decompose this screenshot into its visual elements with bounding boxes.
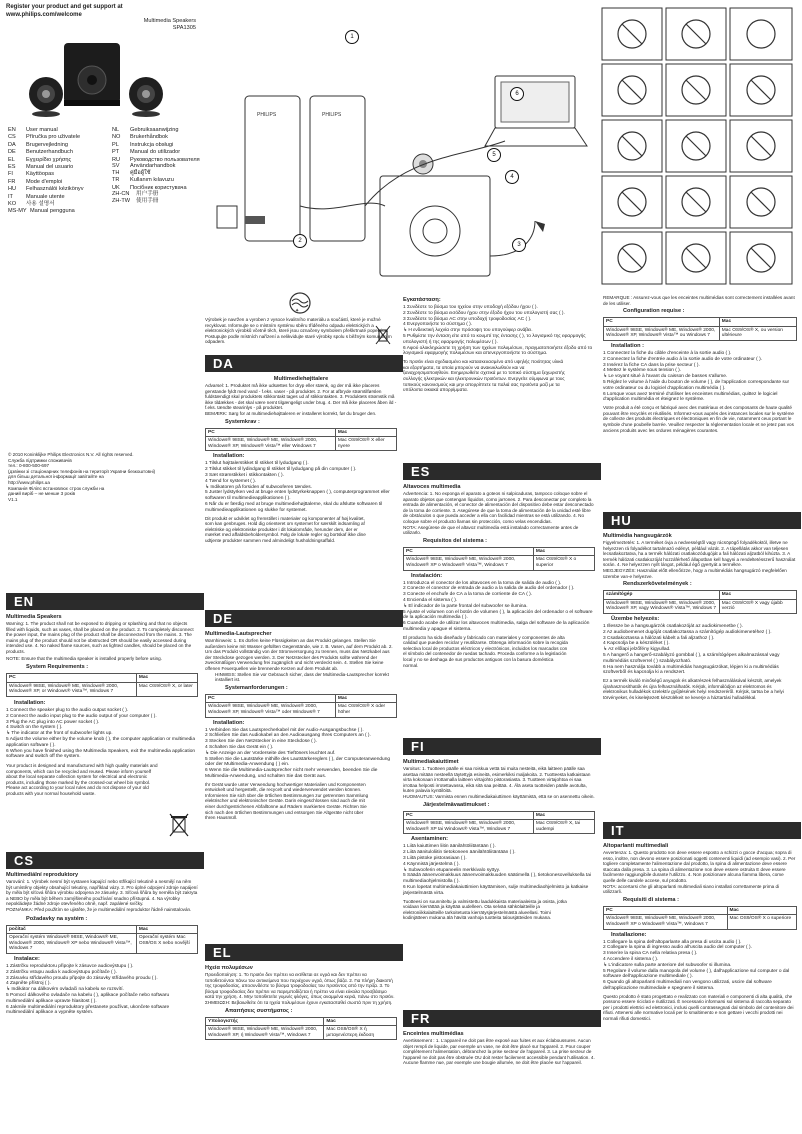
section-title: Multimedia Speakers [6,614,62,620]
mac-header: Mac [324,1017,397,1026]
install-step: 3 Conecte el enchufe de CA a la toma de corriente de CA ( ). [403,592,533,598]
install-step: 6 Lorsque vous avez terminé d'utiliser les enceintes multimédias, quittez le logiciel d'application multimédia et éteignez le système. [603,391,778,403]
disposal-text: Tuotteesi on suunniteltu ja valmistettu laadukkaista materiaaleista ja osista, jotka voidaan kierrättää ja käyttää uudelleen. Ota selvää sähkölaitteille ja elektroniikkalaitteille tarkoitetusta kierrätysjärjestelmästä alueellasi. Toimi kodinjätteen mukana älä hävitä vanhoja tuotteita talousjätteiden mukana. [403,898,567,921]
section-header-cs: CS [6,852,204,869]
pc-header: PC [206,428,336,437]
language-item: TR Kullanım kılavuzu [112,177,174,184]
section-da [205,376,397,543]
install-step: ↳ Subwooferin etupaneelin merkkivalo syttyy. [403,867,500,873]
sysreq-title: Systemkrav : [225,418,260,425]
note-text: HUOMAUTUS: Varmista ennen multimediakaiuttimen käyttämistä, että se on asennettu oikein. [403,793,595,799]
install-steps [403,305,595,357]
install-step: ↳ Az előlapi jelzőfény kigyullad. [603,647,671,653]
mac-header: Mac [727,906,796,915]
note-text: ΣΗΜΕΙΩΣΗ: Βεβαιωθείτε ότι τα ηχεία πολυμέσων έχουν εγκατασταθεί σωστά πριν τη χρήση. [205,999,393,1005]
install-step: ↳ The indicator at the front of subwoofer lights up. [6,731,113,737]
language-item: RU Руководство пользователя [112,156,200,163]
section-title: Multimediakaiuttimet [403,759,459,765]
language-item: FR Mode d'emploi [8,178,63,185]
note-text: POZNÁMKA: Před použitím se ujistěte, že je multimediální reproduktor řádně nainstalován. [6,906,192,912]
install-step: 2 Connectez la fiche d'entrée audio à la sortie audio de votre ordinateur ( ). [603,356,763,362]
warning-text: Figyelmeztetés: 1. A terméket óvja a nedvességtől vagy rácsöpögő folyadékoktól, illetve ne helyezzen rá folyadékot tartalmazó edényt, például vázát. 2. A tápellátás akkor van teljesen lecsatlakoztatva, ha a termék hálózati csatlakozódugóját a fali hálózati aljzatból kihúzta. 3. A termék hálózati csatlakozóját hozzáférhető állapotban kell hagyni a rendeltetésszerű használat során. 4. Ne helyezzen nyílt lángot, például égő gyertyát a termékre. [603,540,796,568]
sysreq-title: Järjestelmävaatimukset : [423,801,490,808]
callout-4: 4 [505,170,519,184]
section-fi [403,759,595,921]
install-step: 2 Conecte el conector de entrada de audio a la salida de audio del ordenador ( ). [403,586,575,592]
language-item: NO Brukerhåndbok [112,134,168,141]
section-title: Ηχεία πολυμέσων [205,965,253,971]
disposal-text: Ez a termék kiváló minőségű anyagok és alkatrészek felhasználásával készült, amelyek újrahasznosíthatók és újra felhasználhatók. Kérjük, informálódjon az elektromos és elektronikus hulladékok szelektív gyűjtésének helyi rendszeréről. Kérjük, tartsa be a helyi törvényeket, és kiselejtezett készülékeit ne keverje a háztartási hulladékkal. [603,678,784,700]
note-text: NOTE: Ensure that the multimedia speaker is installed properly before using. [6,655,163,661]
install-steps [603,940,797,992]
install-step: 6 When you have finished using the Multimedia Speakers, exit the multimedia application software and switch off the system. [6,748,196,760]
install-step: 1 Verbinden Sie das Lautsprecherkabel mit der Audio-Ausgangsbuchse ( ). [205,727,364,733]
install-step: 4 Kapcsolja be a készüléket ( ). [603,641,670,647]
language-item: IT Manuale utente [8,193,65,200]
volume-knob-icon [413,154,433,174]
install-step: ↳ Η ενδεικτική λυχνία στην πρόσοψη του υπογούφερ ανάβει. [403,328,533,334]
section-title: Multimédia hangsugárzók [603,533,672,539]
install-step: 2 Collegare la spina di ingresso audio all'uscita audio del computer ( ). [603,945,752,951]
install-step: 2 Liitä äänituloliitin tietokoneen äänilähtöliitäntään ( ). [403,850,516,856]
install-step: 3 Insérez la fiche CA dans la prise secteur ( ). [603,362,700,368]
install-step: 3 Stecken Sie den Netzstecker in eine Steckdose ( ). [205,739,317,745]
note-text: BEMÆRK: Sørg for at multimediehøjttaleren er installeret korrekt, før du bruger den. [205,410,377,416]
register-block [6,4,196,19]
pc-header: PC [604,318,720,327]
section-header-fi: FI [403,738,601,755]
install-step: ↳ Die Anzeige an der Vorderseite des Tieftöners leuchtet auf. [205,750,336,756]
install-step: 4 Mettez le système sous tension ( ). [603,368,682,374]
section-title: Altoparlanti multimediali [603,843,669,849]
mac-header: Mac [136,925,197,934]
pc-value: Windows® 98SE, Windows® ME, Windows® 2000, Windows® XP o Windows® Vista™, Windows 7 [404,556,534,570]
callout-3: 3 [512,238,526,252]
section-hu [603,533,797,700]
connection-diagram [205,6,593,281]
sysreq-table [603,906,797,930]
warning-text: Advertencia: 1. No exponga el aparato a goteos ni salpicaduras, tampoco coloque sobre el aparato objetos que contengan líquidos, como jarrones. 2. Para desconectar por completo la entrada de alimentación, el conector de alimentación del dispositivo debe estar desconectado de la toma de corriente. 3. Asegúrese de que la toma de alimentación de la unidad esté libre de obstáculos o que pueda acceder a ella con facilidad mientras se está utilizando. 4. No coloque sobre el producto llamas sin protección, como velas encendidas. [403,491,594,524]
install-step: 3 Inserire la spina CA nella relativa presa ( ). [603,951,698,957]
sysreq-title: System Requirements : [26,664,89,671]
install-step: 3 Plug the AC plug into AC power socket ( ). [6,719,100,725]
mac-value: Mac OS9/OS® X, tai uudempi [533,820,594,834]
install-step: 6 Quando gli altoparlanti multimediali non vengono utilizzati, uscire dal software dell'applicazione multimediale e spegnere il sistema. [603,980,772,991]
install-steps [403,844,595,896]
install-title: Instalación: [411,572,443,579]
install-step: 3 Liitä pistoke pistorasiaan ( ). [403,855,467,861]
install-steps [6,964,198,1016]
cs-disposal-text: Výrobek je navržen a vyroben z vysoce kvalitního materiálu a součástí, které je možné recyklovat. Informujte se o místním systému sběru tříděného odpadu elektrických a elektronických výrobků včetně těch, které jsou označeny symbolem přeškrtnuté popelnice. Postupujte podle místních nařízení a nelikvidujte staré výrobky spolu s běžným komunálním odpadem. [205,317,392,345]
copyright-block [8,452,198,502]
note-text: MEGJEGYZÉS: Használat előtt ellenőrizze, hogy a multimédiás hangsugárzó megfelelően üzembe van-e helyezve. [603,567,787,579]
install-title: Instalace: [14,955,40,962]
mac-header: Mac [335,694,396,703]
mac-header: Mac [719,591,796,600]
install-step: ↳ Indikatoren på forsiden af subwooferen tændes. [205,484,312,490]
install-step: 4 Käynnistä järjestelmä ( ). [403,861,460,867]
install-step: 6 Jakmile multimediální reproduktory přestanete používat, ukončete software multimediální aplikace a vypněte systém. [6,1004,170,1016]
mac-header: Mac [136,674,197,683]
section-header-de: DE [205,610,403,627]
install-step: 4 Encienda el sistema ( ). [403,597,458,603]
install-step: ↳ Le voyant situé à l'avant du caisson de basses s'allume. [603,374,728,380]
install-step: 1 Connect the speaker plug to the audio output socket ( ). [6,707,129,713]
copyright-line: (дзвінки зі стаціонарних телефонів на території України безкоштовні) [8,468,156,474]
sysreq-table [205,1017,397,1041]
install-step: 3 Zásuvku střídavého proudu připojte do zásuvky střídavého proudu ( ). [6,975,158,981]
warning-text: Warnhinweis: 1. Es dürfen keine Flüssigkeiten an das Produkt gelangen. Stellen Sie außerdem keine mit Wasser gefüllten Gegenstände, wie z. B. Vasen, auf dem Produkt ab. 2. Um das Produkt vollständig von der Stromversorgung zu trennen, muss das Netzkabel aus der Steckdose gezogen werden. 3. Der Netzstecker des Produkts sollte während der zweckmäßigen Verwendung frei zugänglich und nicht verdeckt sein. 4. Stellen Sie keine offenen Feuerquellen wie brennende Kerzen auf dem Produkt ab. [205,638,393,671]
install-title: Asentaminen: [411,836,448,843]
section-cs [6,872,198,1016]
mac-value: Operační systém Mac OS9/OS X nebo novější [136,934,197,954]
product-name-block [120,18,196,32]
mac-value: Mac OS9/OS® X o superiore [727,915,796,929]
install-steps [603,351,797,403]
sysreq-table [403,547,595,571]
pc-value: Windows® 98SE, Windows® ME, Windows® 2000, Windows® XP, or Windows® Vista™, Windows 7 [7,682,137,696]
philips-shield-icon [289,292,311,314]
disposal-text: Questo prodotto è stato progettato e realizzato con materiali e componenti di alta qualità, che possono essere riciclati e riutilizzati. È necessario informarsi sul sistema di raccolta separato per i prodotti elettrici ed elettronici, inclusi quelli contrassegnati dal simbolo del contenitore dei rifiuti. Attenersi alle normative locali per lo smaltimento e non gettare i vecchi prodotti nei normali rifiuti domestici. [603,993,794,1022]
install-step: ↳ Indikátor na dálkovém ovladači na kabelu se rozsvítí. [6,987,124,993]
install-step: 5 Ρυθμίστε την ένταση είτε από το κουμπί της έντασης ( ), το λογισμικό της εφαρμογής υπολογιστή ή της εφαρμογής πολυμέσων ( ). [403,333,586,345]
mac-value: Mac OS9/OS® X ή μεταγενέστερη έκδοση [324,1026,397,1040]
section-title: Multimediehøjttalere [273,376,329,382]
install-step: 2 Az audiobemenet dugóját csatlakoztassa a számítógép audiokimenetéhez ( ). [603,629,772,635]
callout-6: 6 [510,87,524,101]
svg-text:PHILIPS: PHILIPS [257,112,277,118]
section-it [603,843,797,1022]
pc-header: Υπολογιστής [206,1017,324,1026]
section-header-hu: HU [603,512,801,529]
sysreq-table [205,428,397,452]
warning-text: Warning: 1. The product shall not be exposed to dripping or splashing and that no objects filled with liquids, such as vases, shall be placed on the product. 2. To completely disconnect the power input, the mains plug of the product shall be disconnected from the mains. 3. The mains plug of the product should not be obstructed OR should be easily accessed during intended use. 4. No naked flame sources, such as lighted candles, should be placed on the products. [6,621,194,654]
install-step: 4 Ενεργοποιήστε το σύστημα ( ). [403,322,473,328]
install-step: 4 Schalten Sie das Gerät ein ( ). [205,744,274,750]
note-text: NOTA: Asegúrese de que el altavoz multimedia está instalado correctamente antes de utilizarlo. [403,524,579,536]
sysreq-title: Απαιτήσεις συστήματος : [225,1007,293,1014]
mac-header: Mac [533,811,594,820]
mac-value: Mac OS9/OS® X eller nyere [335,437,396,451]
sysreq-title: Requisiti di sistema : [623,896,679,903]
language-item: PL Instrukcja obsługi [112,141,174,148]
mac-value: Mac OS9/OS® X, or later [136,682,197,696]
install-step: 5 Réglez le volume à l'aide du bouton de volume ( ), de l'application correspondante sur votre ordinateur ou du logiciel d'application multimédia ( ). [603,379,790,391]
pc-value: Windows® 98SE, Windows® ME, Windows® 2000, Windows® XP, ή Windows® Vista™, Windows 7 [206,1026,324,1040]
copyright-line: Служба підтримки споживачів [8,457,72,463]
install-step: 5 Säädä äänenvoimakkuus äänenvoimakkuuden säätimellä ( ), tietokonesovelluksella tai multimediaohjelmistolla ( ). [403,873,591,885]
install-step: 6 Ha nem használja tovább a multimédiás hangsugárzókat, lépjen ki a multimédiás szoftverből és kapcsolja ki a rendszert. [603,664,779,676]
subwoofer-icon [380,176,490,276]
note-text: HINWEIS: Stellen Sie vor Gebrauch sicher, dass der Multimedia-Lautsprecher korrekt installiert ist. [215,671,389,683]
language-item: PT Manual do utilizador [112,149,181,156]
install-step: 2 Connect the audio input plug to the audio output of your computer ( ). [6,713,157,719]
language-item: ZH-TW 使用手冊 [112,198,159,205]
section-en [6,614,198,797]
register-line: Register your product and get support at [6,4,123,10]
warning-text: Advarsel: 1. Produktet må ikke udsættes for dryp eller stænk, og der må ikke placeres genstande fyldt med vand - f.eks. vaser - på produktet. 2. For at afbryde strømtilførslen fuldstændigt skal produktets stikkontakt tages ud af stikkontakten. 3. Produktets strømstik må ikke tildækkes - det skal være nemt tilgængeligt under brug. 4. Der må ikke placeres åben ild - f.eks. tændte stearinlys - på produktet. [205,383,397,411]
install-step: 5 Juster lydstyrken ved at bruge enten lydstyrkeknappen ( ), computerprogrammet eller softwaren til multimedieapplikationen ( ). [205,490,390,502]
mac-value: Mac OS9/OS® X o superior [533,556,594,570]
install-step: 4 Switch on the system ( ). [6,725,63,731]
section-title: Enceintes multimédias [403,1031,464,1037]
language-item: SV Användarhandbok [112,162,176,169]
language-item: EN User manual [8,127,58,133]
language-item: CS Příručka pro uživatele [8,134,81,141]
section-title: Multimedia-Lautsprecher [205,631,272,637]
copyright-line: Компанія Філіпс встановлює строк служби на [8,485,105,491]
sysreq-title: Systemanforderungen : [225,684,288,691]
language-item: ZH-CN 用户手册 [112,190,159,197]
pc-value: Windows® 98SE, Windows® ME, Windows® 2000, Windows® XP, Windows® Vista™ oder Windows® 7 [206,703,336,717]
install-title: Installazione: [611,931,647,938]
language-item: DE Benutzerhandbuch [8,149,73,156]
section-es [403,484,595,668]
install-step: 4 Accendere il sistema ( ). [603,956,659,962]
install-step: 1 Connectez la fiche du câble d'enceinte à la sortie audio ( ). [603,350,732,356]
install-step: 1 Introduzca el conector de los altavoces en la toma de salida de audio ( ). [403,580,562,586]
language-item: NL Gebruiksaanwijzing [112,127,179,133]
warning-text: Προειδοποίηση: 1. Το προϊόν δεν πρέπει να εκτίθεται σε υγρά και δεν πρέπει να τοποθετούνται πάνω του αντικείμενα που περιέχουν υγρά, όπως βάζα. 2. Για πλήρη διακοπή της τροφοδοσίας, αποσυνδέστε το βύσμα τροφοδοσίας του προϊόντος από την πρίζα. 3. Το βύσμα τροφοδοσίας δεν πρέπει να παρεμποδίζεται ή πρέπει να είναι εύκολα προσβάσιμο κατά την χρήση. 4. Μην τοποθετείτε γυμνές φλόγες, όπως αναμμένα κεριά, πάνω στο προϊόν. [205,972,395,1000]
install-step: 3 Csatlakoztassa a hálózati kábelt a fali aljzathoz ( ). [603,635,715,641]
mac-header: Mac [719,318,796,327]
language-item: MS-MY Manual pengguna [8,208,75,215]
install-step: 1 Zástrčku reproduktoru připojte k zásuvce audiovýstupu ( ). [6,963,134,969]
install-step: 6 Cuando acabe de utilizar los altavoces multimedia, salga del software de la aplicación multimedia y apague el sistema. [403,621,590,632]
install-step: 4 Zapněte přístroj ( ). [6,981,51,987]
disposal-text: Your product is designed and manufactured with high quality materials and components, which can be recycled and reused. Please inform yourself about the local separate collection system for electrical and electronic products, including those marked by the crossed-out wheel bin symbol. Please act according to your local rules and do not dispose of your old products with your normal household waste. [6,763,158,797]
pc-value: Windows® 98SE, Windows® ME, Windows® 2000, Windows® XP, Windows® Vista™ ou Windows 7 [604,326,720,340]
mac-value: Mac OS9/OS® X vagy újabb verzió [719,599,796,613]
section-el [205,965,397,1040]
laptop-icon [485,76,587,146]
sysreq-table [6,925,198,954]
language-item: FI Käyttöopas [8,171,54,178]
section-el-continued [403,297,595,393]
section-header-da: DA [205,355,403,372]
install-step: 5 Stellen Sie die Lautstärke mithilfe des Lautstärkereglers ( ), der Computeranwendung oder der Multimedia-Anwendung ( ) ein. [205,756,391,768]
pc-value: Operační systém Windows® 98SE, Windows® ME, Windows® 2000, Windows® XP nebo Windows® Vista™, Windows 7 [7,934,137,954]
section-title: Altavoces multimedia [403,484,461,490]
copyright-line: http://www.philips.ua [8,479,50,485]
disposal-text: Ihr Gerät wurde unter Verwendung hochwertiger Materialien und Komponenten entwickelt und hergestellt, die recycelt und wiederverwendet werden können. Informieren Sie sich über die örtlichen Bestimmungen zur getrennten Sammlung elektrischer und elektronischer Geräte. Darin eingeschlossen sind auch die mit einer durchgestrichenen Abfalltonne auf Rädern markierten Geräte. Richten Sie sich nach den örtlichen Bestimmungen und entsorgen Sie Altgeräte nicht über Ihren Hausmüll. [205,781,369,821]
mac-header: Mac [335,428,396,437]
sysreq-title: Requisitos del sistema : [423,537,488,544]
install-step: 1 Tilslut højttalerstikket til stikket til lydudgang ( ). [205,461,309,467]
disposal-text: Dit produkt er udviklet og fremstillet i materialer og komponenter af høj kvalitet, som kan genbruges. Hold dig orienteret om systemet for særskilt indsamling af elektriske og elektroniske produkter i dit lokalområde, herunder dem, der er mærket med affaldsbeholdersymbol. Følg de lokale regler og bortskaf ikke dine udtjente produkter sammen med almindeligt husholdningsaffald. [205,515,366,543]
pc-header: PC [404,811,534,820]
disposal-text: El producto ha sido diseñado y fabricado con materiales y componentes de alta calidad que pueden reciclar y reutilizarse. Obtenga información sobre la recogida selectiva local de productos eléctricos y electrónicos, incluidos los marcados con el símbolo del contenedor de ruedas tachado. Proceda conforme a la legislación local y no se deshaga de sus productos antiguos con la basura doméstica normal. [403,634,568,668]
install-step: 1 Συνδέστε το βύσμα του ηχείου στην υποδοχή εξόδου ήχου ( ). [403,305,538,310]
sysreq-table [403,811,595,835]
install-title: Installation : [611,342,644,349]
pc-value: Windows® 98SE, Windows® ME, Windows® 2000, Windows® XP o Windows® Vista™, Windows 7 [604,915,728,929]
section-header-en: EN [6,593,204,610]
install-steps [205,728,397,780]
install-step: 6 Kun lopetat multimediakaiuttimien käyttämisen, sulje multimediaohjelmisto ja katkaise järjestelmästä virta. [403,884,589,896]
install-title: Üzembe helyezés: [611,615,660,622]
install-step: 2 Συνδέστε το βύσμα εισόδου ήχου στην έξοδο ήχου του υπολογιστή σας ( ). [403,310,565,316]
callout-1: 1 [345,30,359,44]
sysreq-table [6,673,198,697]
install-step: ↳ L'indicatore sulla parte anteriore del subwoofer si illumina. [603,962,732,968]
sysreq-title: Požadavky na systém : [26,915,88,922]
section-de [205,631,397,821]
warning-text: Avertissement : 1. L'appareil ne doit pas être exposé aux fuites et aux éclaboussures. Aucun objet rempli de liquide, par exemple un vase, ne doit être placé sur l'appareil. 2. Pour couper complètement l'alimentation, débranchez la prise secteur de l'appareil. 3. La prise secteur de l'appareil ne doit pas être obstruée OU doit rester facilement accessible pendant l'utilisation. 4. Aucune flamme nue, par exemple une bougie allumée, ne doit être placée sur l'appareil. [403,1038,595,1066]
section-header-el: EL [205,944,403,961]
section-title: Multimediální reproduktory [6,872,79,878]
section-header-es: ES [403,463,601,480]
product-name: Multimedia Speakers [143,18,196,24]
install-step: 5 Regolare il volume dalla manopola del volume ( ), dall'applicazione sul computer o dal software dell'applicazione multimediale ( ). [603,968,790,980]
pc-header: počítač [7,925,137,934]
language-item: EL Εγχειρίδιο χρήσης [8,156,72,163]
svg-text:PHILIPS: PHILIPS [322,112,342,118]
mac-value: Mac OS9/OS® X oder höher [335,703,396,717]
install-steps [403,581,595,633]
copyright-line: © 2010 Koninklijke Philips Electronics N.V. All rights reserved. [8,452,134,457]
install-step: 2 Zástrčku vstupu audia k audiovýstupu počítače ( ). [6,969,117,975]
section-fr-continued [603,295,797,433]
callout-5: 5 [487,148,501,162]
install-step: 3 Sæt strømstikket i stikkontakten ( ). [205,472,284,478]
note-text: NOTA: accertarsi che gli altoparlanti multimediali siano installati correttamente prima di utilizzarli. [603,883,780,895]
copyright-line: V1.1 [8,496,18,502]
language-item: TH คู่มือผู้ใช้ [112,170,151,177]
install-step: 1 Collegare la spina dell'altoparlante alla presa di uscita audio ( ). [603,939,742,945]
language-list-left [8,127,108,216]
pc-header: PC [404,547,534,556]
pc-header: PC [604,906,728,915]
warning-text: Avvertenza: 1. Questo prodotto non deve essere esposto a schizzi o gocce d'acqua; sopra di esso, inoltre, non devono essere posizionati oggetti contenenti liquidi (ad esempio vasi). 2. Per togliere completamente l'alimentazione dal prodotto, la spina di alimentazione deve essere staccata dalla presa. 3. La spina di alimentazione non deve essere ostruita E deve essere facilmente raggiungibile durante l'utilizzo. 4. Non posizionare alcuna fiamma libera, come quelle delle candele accese, sul prodotto. [603,850,796,883]
section-fr [403,1031,595,1066]
install-step: 1 Liitä kaiuttimen liitin äänilähtöliitäntään ( ). [403,844,496,850]
install-title: Installation: [14,699,46,706]
warning-text: Varoitus: 1. Tuotteen päälle ei saa roiskua vettä tai muita nesteitä, eikä laitteen päälle saa asettaa mitään nesteellä täytettyjä esineitä, esimerkiksi maljakoita. 2. Tuotteesta katkaistaan virta kokonaan irrottamalla laitteen virtajohto pistorasiasta. 3. Tuotteen virtajohtoa ei saa irrottaa helposti irrotettavassa, eikä sitä saa peittää. 4. Älä aseta tuotteiden päälle avotulta, kuten palavia kynttilöitä. [403,766,591,794]
pc-value: Windows® 98SE, Windows® ME, Windows® 2000, Windows® XP, Windows® Vista™ eller Windows 7 [206,437,336,451]
section-header-it: IT [603,822,801,839]
language-item: KO 사용 설명서 [8,201,55,208]
mac-value: Mac OS9/OS® X, ou version ultérieure [719,326,796,340]
svg-text:✦: ✦ [295,308,300,314]
install-step: 1 Illessze be a hangsugárzók csatlakozóját az audiokimenetbe ( ). [603,623,743,629]
install-step: ↳ El indicador de la parte frontal del subwoofer se ilumina. [403,603,528,609]
copyright-line: тел.: 0-800-500-697 [8,463,50,469]
install-title: Εγκατάσταση: [403,297,441,303]
model-number: SPA1305 [172,25,196,31]
pc-header: PC [7,674,137,683]
language-item: ES Manual del usuario [8,164,74,171]
safety-icon-grid [600,6,796,288]
sysreq-table [603,590,797,614]
install-step: 6 Wenn Sie die Multimedia-Lautsprecher nicht mehr verwenden, beenden Sie die Multimedia-Anwendung, und schalten Sie das Gerät aus. [205,768,378,779]
install-step: 5 Adjust the volume either by the volume knob ( ), the computer application or multimedia application software ( ). [6,736,196,748]
install-step: 5 Ajuste el volumen con el botón de volumen ( ), la aplicación del ordenador o el software de la aplicación multimedia ( ). [403,609,593,621]
copyright-line: для більш детальної інформації завітайте на [8,474,104,480]
pc-header: PC [206,694,336,703]
pc-value: Windows® 98SE, Windows® ME, Windows® 2000, Windows® XP tai Windows® Vista™, Windows 7 [404,820,534,834]
sysreq-title: Configuration requise : [623,308,685,315]
wheelie-bin-icon [375,325,391,345]
pc-header: számítógép [604,591,720,600]
install-steps [205,461,397,513]
sysreq-table [205,694,397,718]
install-title: Installation: [213,719,245,726]
language-item: DA Brugervejledning [8,141,68,148]
install-steps [6,708,198,760]
language-item: UK Посібник користувача [112,184,187,191]
language-item: HU Felhasználói kézikönyv [8,186,84,193]
callout-2: 2 [293,234,307,248]
product-image [6,38,196,120]
install-step: 2 Tilslut stikket til lydindgang til stikket til lydudgang på din computer ( ). [205,467,357,473]
warning-text: Varování: 1. Výrobek nesmí být vystaven kapající nebo stříkající tekutině a nesmějí na něm být umístěny objekty obsahující tekutiny, například vázy. 2. Pro úplné odpojení zdroje napájení by měla být síťová šňůra výrobku odpojena ze zásuvky. 3. Síťová šňůra by neměla být zakryta a NEBO by měla být během zamýšleného používání snadno přístupná. 4. Na výrobky nepokládejte žádné zdroje otevřeného ohně, např. zapálené svíčky. [6,879,198,907]
install-step: 5 A hangerő a hangerő-szabályzó gombbal ( ), a számítógépes alkalmazással vagy multimédiás szoftverrel ( ) szabályozható. [603,652,780,664]
disposal-text: Το προϊόν είναι σχεδιασμένο και κατασκευασμένο από υψηλής ποιότητας υλικά και εξαρτήματα, τα οποία μπορούν να ανακυκλωθούν και να ξαναχρησιμοποιηθούν. Ενημερωθείτε σχετικά με το τοπικό σύστημα ξεχωριστής συλλογής ηλεκτρικών και ηλεκτρονικών προϊόντων. Ενεργείτε σύμφωνα με τους τοπικούς κανονισμούς και μην απορρίπτετε τα παλιά σας προϊόντα μαζί με τα υπόλοιπα οικιακά απορρίμματα. [403,359,565,393]
install-step: 3 Συνδέστε το βύσμα AC στην υποδοχή τροφοδοσίας AC ( ). [403,316,532,322]
sysreq-table [603,317,797,341]
pc-value: Windows® 98SE, Windows® ME, Windows® 2000, Windows® XP, vagy Windows® Vista™, Windows 7 [604,599,720,613]
wheelie-bin-icon [168,812,190,838]
install-step: 6 Når du er færdig med at bruge multimediehøjttalerne, skal du afslutte softwaren til multimedieapplikationen og slukke for systemet. [205,501,383,513]
sysreq-title: Rendszerkövetelmények : [623,581,692,588]
install-title: Installation: [213,453,245,460]
install-step: 5 Pomocí dálkového ovladače na kabelu ( ), aplikace počítače nebo softwaru multimediální aplikace upravte hlasitost ( ). [6,992,170,1004]
note-text: REMARQUE : Assurez-vous que les enceintes multimédias sont correctement installées avant de les utiliser. [603,295,795,306]
language-list-right [112,127,200,206]
install-step: 2 Schließen Sie das Audiokabel an den Audioausgang Ihres Computers an ( ). [205,733,371,739]
install-steps [603,624,797,676]
install-step: 4 Tænd for systemet ( ). [205,478,257,484]
register-url: www.philips.com/welcome [6,11,82,18]
section-header-fr: FR [403,1010,601,1027]
disposal-text: Votre produit a été conçu et fabriqué avec des matériaux et des composants de haute qualité pouvant être recyclés et réutilisés. Informez-vous auprès des instances locales sur le système de collecte des produits électriques et électroniques en fin de vie, notamment ceux portant le symbole d'une poubelle barrée. Veuillez respecter la réglementation locale et ne jetez pas vos anciens produits avec les ordures ménagères courantes. [603,405,794,433]
mac-header: Mac [533,547,594,556]
install-step: 6 Αφού ολοκληρώσετε τη χρήση των ηχείων πολυμέσων, πραγματοποιήστε έξοδο από το λογισμικό εφαρμογής πολυμέσων και απενεργοποιήστε το σύστημα. [403,345,593,357]
copyright-line: даний виріб – не менше 3 років [8,491,76,497]
